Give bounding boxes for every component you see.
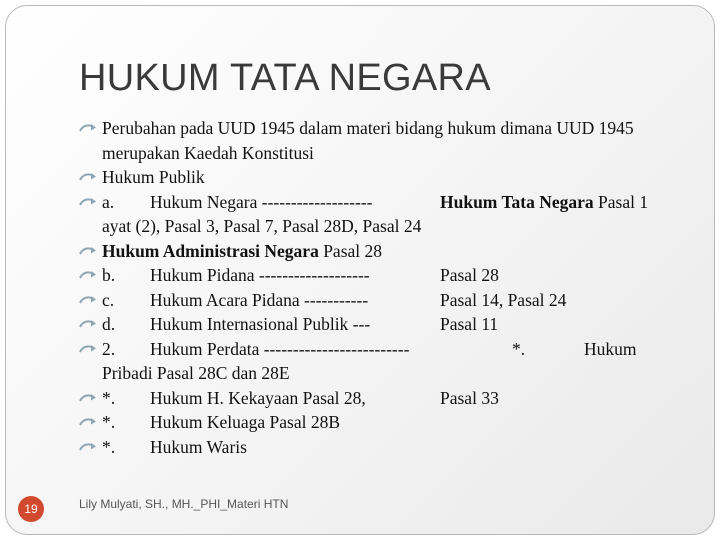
bullet-mid-text: *.: [512, 338, 526, 359]
curved-arrow-bullet-icon: [79, 338, 99, 360]
curved-arrow-bullet-icon: [79, 289, 99, 311]
footer-text: Lily Mulyati, SH., MH._PHI_Materi HTN: [79, 497, 289, 511]
bullet-11: [78, 435, 678, 460]
bullet-rest-text: Pasal 11: [440, 314, 499, 334]
bullet-label: *.: [102, 412, 116, 432]
bullet-rest-text: Pasal 1 ayat (2), Pasal 3, Pasal 7, Pasal 28D, Pasal 24: [102, 191, 649, 236]
bullet-2: [78, 165, 678, 190]
page-number-badge: 19: [18, 496, 44, 522]
bullet-text: Hukum Pidana -------------------: [150, 265, 370, 285]
bullet-rest-text: Pasal 28: [440, 265, 499, 285]
bullet-label: *.: [102, 436, 116, 457]
curved-arrow-bullet-icon: [79, 387, 99, 409]
bullet-bold-text: Hukum Tata Negara: [440, 191, 594, 212]
bullet-6: [78, 288, 678, 313]
bullet-label: 2.: [102, 338, 116, 359]
bullet-4: [78, 239, 678, 264]
bullet-rest-text: Pasal 28: [323, 240, 383, 261]
bullet-bold-text: Hukum Administrasi Negara: [102, 240, 319, 261]
bullet-1: [78, 116, 662, 165]
curved-arrow-bullet-icon: [79, 313, 99, 335]
bullet-continuation-text: Pribadi Pasal 28C dan 28E: [102, 363, 290, 383]
bullet-label: d.: [102, 314, 116, 334]
bullet-label: b.: [102, 265, 116, 285]
bullet-8: [78, 337, 678, 386]
bullet-label: c.: [102, 289, 115, 310]
bullet-text: Hukum Waris: [150, 436, 247, 457]
bullet-text: Hukum Publik: [102, 167, 205, 187]
curved-arrow-bullet-icon: [79, 166, 99, 188]
curved-arrow-bullet-icon: [79, 436, 99, 458]
bullet-label: *.: [102, 387, 116, 408]
bullet-text: Hukum H. Kekayaan Pasal 28,: [150, 387, 366, 408]
bullet-text: Hukum Internasional Publik ---: [150, 314, 371, 334]
slide-title: HUKUM TATA NEGARA: [79, 57, 491, 99]
curved-arrow-bullet-icon: [79, 264, 99, 286]
bullet-5: [78, 263, 678, 288]
bullet-10: [78, 410, 678, 435]
bullet-rest-text: Pasal 14, Pasal 24: [440, 289, 567, 310]
curved-arrow-bullet-icon: [79, 191, 99, 213]
bullet-rest-text: Pasal 33: [440, 387, 499, 408]
curved-arrow-bullet-icon: [79, 411, 99, 433]
bullet-text: Hukum Perdata -------------------------: [150, 338, 410, 359]
bullet-7: [78, 312, 678, 337]
bullet-text: Perubahan pada UUD 1945 dalam materi bidang hukum dimana UUD 1945 merupakan Kaedah Konstitusi: [102, 118, 634, 163]
slide-body: [78, 116, 678, 459]
bullet-rest-text: Hukum: [584, 338, 637, 359]
bullet-text: Hukum Negara -------------------: [150, 191, 373, 212]
bullet-text: Hukum Acara Pidana -----------: [150, 289, 369, 310]
bullet-3: [78, 190, 678, 239]
curved-arrow-bullet-icon: [79, 117, 99, 139]
bullet-9: [78, 386, 678, 411]
bullet-text: Hukum Keluaga Pasal 28B: [150, 412, 341, 432]
bullet-label: a.: [102, 191, 115, 212]
curved-arrow-bullet-icon: [79, 240, 99, 262]
